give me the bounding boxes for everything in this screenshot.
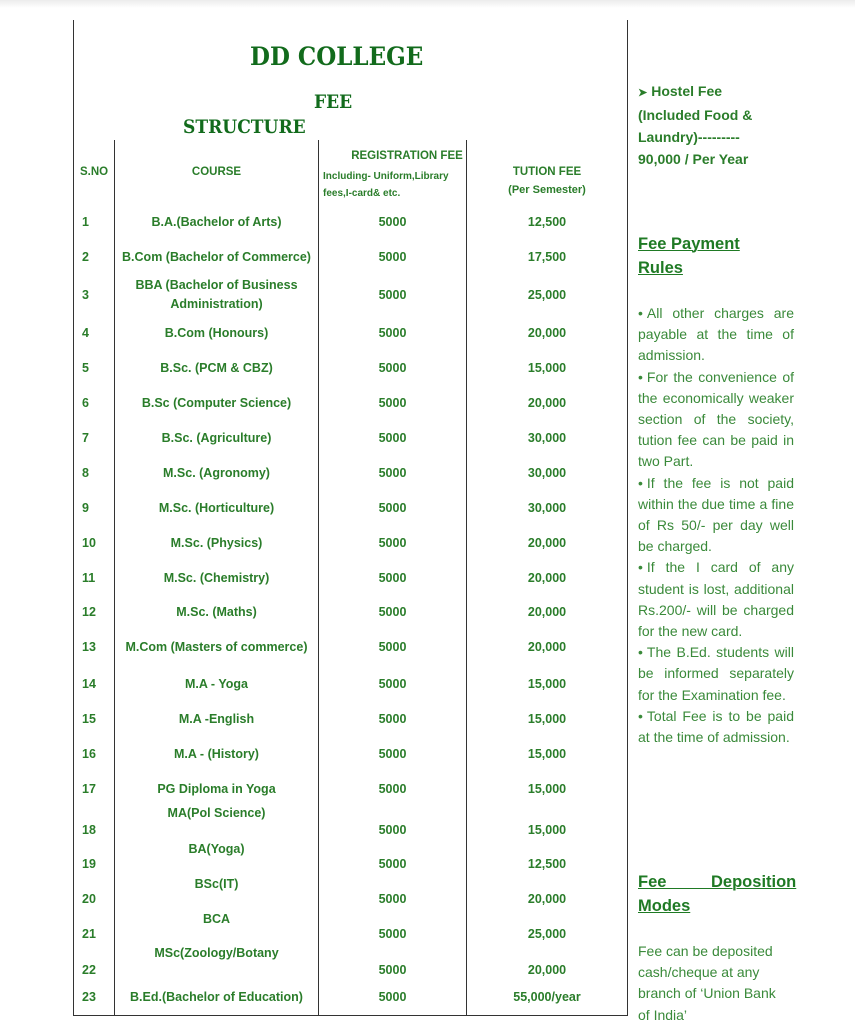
table-row [74, 875, 627, 911]
top-shadow-band [0, 0, 855, 8]
tuition-fee-cell: 15,000 [527, 360, 567, 375]
course-cell: B.Ed.(Bachelor of Education) [130, 989, 303, 1004]
header-registration-sub1: Including- Uniform,Library [323, 171, 449, 182]
course-cell: M.Sc. (Horticulture) [158, 500, 275, 515]
registration-fee-cell: 5000 [378, 249, 407, 264]
hostel-fee-label: Hostel Fee [651, 83, 723, 99]
course-cell: B.Sc (Computer Science) [141, 395, 292, 410]
course-cell: BBA (Bachelor of Business Administration) [135, 278, 298, 311]
hostel-fee-line-2: (Included Food & [638, 107, 753, 123]
course-cell: PG Diploma in Yoga [157, 781, 276, 796]
tuition-fee-cell: 20,000 [527, 570, 567, 585]
table-row [74, 804, 627, 842]
tuition-fee-cell: 15,000 [527, 746, 567, 761]
registration-fee-cell: 5000 [378, 963, 407, 977]
hostel-fee-line-3: Laundry)--------- [638, 129, 740, 145]
course-cell: M.A - (History) [174, 746, 259, 761]
fee-deposition-heading-line-2: Modes [638, 897, 691, 915]
fee-rule-item: • Total Fee is to be paid at the time of admission. [638, 706, 794, 748]
table-row [74, 668, 627, 700]
header-tuition: TUTION FEE [512, 166, 582, 178]
tuition-fee-cell: 55,000/year [513, 989, 581, 1004]
sno-cell: 2 [82, 249, 89, 264]
registration-fee-cell: 5000 [378, 570, 407, 585]
sno-cell: 15 [82, 711, 96, 726]
tuition-fee-cell: 20,000 [527, 325, 567, 340]
course-cell: B.Sc. (Agriculture) [161, 430, 272, 445]
course-cell: BA(Yoga) [188, 842, 245, 856]
registration-fee-cell: 5000 [378, 325, 407, 340]
registration-fee-cell: 5000 [378, 360, 407, 375]
sno-cell: 1 [82, 214, 89, 229]
hostel-fee-block [638, 80, 794, 170]
registration-fee-cell: 5000 [378, 711, 407, 726]
header-registration-sub2: fees,I-card& etc. [323, 188, 401, 199]
tuition-fee-cell: 25,000 [527, 927, 567, 941]
sno-cell: 20 [82, 892, 96, 906]
registration-fee-cell: 5000 [378, 214, 407, 229]
fee-payment-rules-list [638, 303, 794, 748]
course-cell: M.Sc. (Maths) [176, 604, 257, 619]
tuition-fee-cell: 17,500 [527, 249, 567, 264]
fee-rule-item: • If the fee is not paid within the due time a fine of Rs 50/- per day well be charged. [638, 473, 794, 558]
table-row [74, 703, 627, 735]
fee-payment-heading-line-1: Fee Payment [638, 235, 740, 253]
tuition-fee-cell: 12,500 [527, 857, 567, 871]
table-row [74, 773, 627, 805]
fee-deposition-text: Fee can be deposited cash/cheque at any branch of ‘Union Bank of India’ [638, 943, 776, 1023]
registration-fee-cell: 5000 [378, 287, 407, 302]
tuition-fee-cell: 20,000 [527, 639, 567, 654]
fee-deposition-heading-line-1: Fee Deposition [638, 873, 797, 891]
registration-fee-cell: 5000 [378, 823, 407, 837]
sno-cell: 22 [82, 963, 96, 977]
tuition-fee-cell: 20,000 [527, 395, 567, 410]
tuition-fee-cell: 15,000 [527, 823, 567, 837]
sno-cell: 23 [82, 989, 96, 1004]
sno-cell: 7 [82, 430, 89, 445]
fee-deposition-modes-heading [638, 870, 798, 918]
sno-cell: 9 [82, 500, 89, 515]
registration-fee-cell: 5000 [378, 746, 407, 761]
sno-cell: 16 [82, 746, 96, 761]
sno-cell: 12 [82, 604, 96, 619]
tuition-fee-cell: 12,500 [527, 214, 567, 229]
registration-fee-cell: 5000 [378, 927, 407, 941]
course-cell: BCA [202, 912, 231, 926]
table-row [74, 628, 627, 666]
arrowhead-bullet-icon: ➤ [638, 87, 648, 99]
course-cell: BSc(IT) [194, 877, 239, 891]
fee-rule-item: • For the convenience of the economically weaker section of the society, tution fee can be paid in two Part. [638, 367, 794, 473]
registration-fee-cell: 5000 [378, 676, 407, 691]
sno-cell: 19 [82, 857, 96, 871]
sno-cell: 11 [82, 570, 96, 585]
registration-fee-cell: 5000 [378, 500, 407, 515]
table-row [74, 387, 627, 419]
header-sno: S.NO [80, 166, 109, 178]
registration-fee-cell: 5000 [378, 781, 407, 796]
sno-cell: 4 [82, 325, 89, 340]
hostel-fee-amount: 90,000 / Per Year [638, 151, 749, 167]
tuition-fee-cell: 20,000 [527, 535, 567, 550]
table-row [74, 457, 627, 489]
tuition-fee-cell: 20,000 [527, 604, 567, 619]
registration-fee-cell: 5000 [378, 465, 407, 480]
tuition-fee-cell: 20,000 [527, 963, 567, 977]
table-row [74, 422, 627, 454]
sno-cell: 21 [82, 927, 96, 941]
fee-rule-item: • All other charges are payable at the time of admission. [638, 303, 794, 367]
registration-fee-cell: 5000 [378, 892, 407, 906]
sno-cell: 3 [82, 287, 89, 302]
table-row [74, 276, 627, 314]
tuition-fee-cell: 20,000 [527, 892, 567, 906]
table-row [74, 238, 627, 276]
registration-fee-cell: 5000 [378, 535, 407, 550]
table-row [74, 492, 627, 524]
registration-fee-cell: 5000 [378, 604, 407, 619]
course-cell: M.Sc. (Physics) [170, 535, 263, 550]
table-bottom-border [73, 1015, 628, 1016]
fee-rule-item: • The B.Ed. students will be informed separately for the Examination fee. [638, 642, 794, 706]
table-row [74, 980, 627, 1014]
course-cell: B.Com (Bachelor of Commerce) [122, 249, 311, 264]
sno-cell: 17 [82, 781, 96, 796]
table-row [74, 318, 627, 348]
sno-cell: 8 [82, 465, 89, 480]
course-cell: M.Sc. (Chemistry) [163, 570, 270, 585]
course-cell: M.A - Yoga [185, 676, 248, 691]
sno-cell: 14 [82, 676, 96, 691]
header-registration: REGISTRATION FEE [351, 150, 463, 162]
course-cell: B.A.(Bachelor of Arts) [151, 214, 282, 229]
fee-rule-item: • If the I card of any student is lost, additional Rs.200/- will be charged for the new card. [638, 557, 794, 642]
course-cell: B.Sc. (PCM & CBZ) [160, 360, 273, 375]
sno-cell: 18 [82, 823, 96, 837]
sno-cell: 5 [82, 360, 89, 375]
table-row [74, 738, 627, 770]
table-row [74, 527, 627, 559]
tuition-fee-cell: 25,000 [527, 287, 567, 302]
course-cell: M.A -English [178, 711, 255, 726]
tuition-fee-cell: 15,000 [527, 676, 567, 691]
structure-title: STRUCTURE [183, 116, 306, 138]
frame-right-border [627, 20, 628, 1015]
header-tuition-sub: (Per Semester) [508, 184, 586, 196]
course-cell: M.Sc. (Agronomy) [163, 465, 270, 480]
fee-payment-heading-line-2: Rules [638, 259, 683, 277]
header-course: COURSE [191, 166, 242, 178]
course-cell: MA(Pol Science) [167, 806, 266, 820]
tuition-fee-cell: 30,000 [527, 430, 567, 445]
table-row [74, 944, 627, 982]
course-cell: B.Com (Honours) [164, 325, 269, 340]
college-title: DD COLLEGE [250, 42, 424, 71]
course-cell: MSc(Zoology/Botany [154, 946, 279, 960]
fee-payment-rules-heading [638, 232, 794, 280]
registration-fee-cell: 5000 [378, 639, 407, 654]
tuition-fee-cell: 15,000 [527, 711, 567, 726]
table-row [74, 562, 627, 594]
fee-title: FEE [314, 91, 353, 113]
table-row [74, 352, 627, 384]
registration-fee-cell: 5000 [378, 857, 407, 871]
course-cell: M.Com (Masters of commerce) [125, 639, 308, 654]
tuition-fee-cell: 30,000 [527, 465, 567, 480]
table-row [74, 208, 627, 236]
tuition-fee-cell: 30,000 [527, 500, 567, 515]
table-row [74, 596, 627, 628]
table-row [74, 840, 627, 876]
sno-cell: 10 [82, 535, 96, 550]
tuition-fee-cell: 15,000 [527, 781, 567, 796]
sno-cell: 6 [82, 395, 89, 410]
table-row [74, 910, 627, 946]
hostel-fee-line-1 [638, 80, 794, 104]
sno-cell: 13 [82, 639, 96, 654]
registration-fee-cell: 5000 [378, 430, 407, 445]
registration-fee-cell: 5000 [378, 395, 407, 410]
registration-fee-cell: 5000 [378, 989, 407, 1004]
